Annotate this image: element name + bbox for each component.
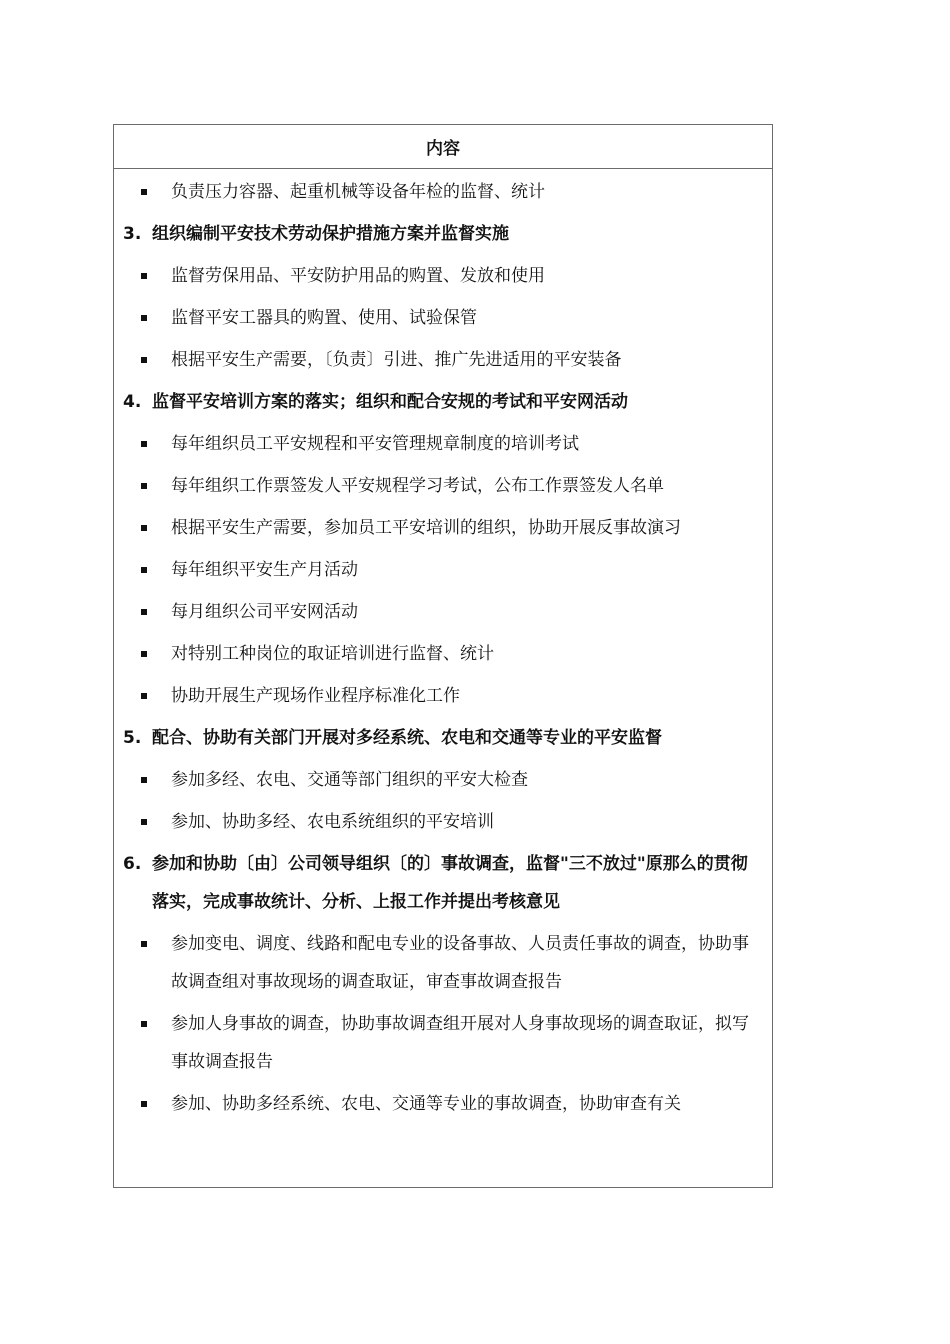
list-item <box>123 551 754 589</box>
bullet-icon <box>123 341 171 379</box>
section-title: 组织编制平安技术劳动保护措施方案并监督实施 <box>152 224 509 244</box>
list-item <box>123 1085 754 1123</box>
list-item <box>123 509 754 547</box>
list-item <box>123 593 754 631</box>
list-item-text: 协助开展生产现场作业程序标准化工作 <box>171 686 460 706</box>
list-item-text: 监督平安工器具的购置、使用、试验保管 <box>171 308 477 328</box>
list-item-text: 根据平安生产需要，参加员工平安培训的组织，协助开展反事故演习 <box>171 518 681 538</box>
list-item <box>123 803 754 841</box>
table-body <box>114 173 772 1123</box>
bullet-icon <box>123 925 171 963</box>
list-item-text: 每年组织平安生产月活动 <box>171 560 358 580</box>
list-item <box>123 761 754 799</box>
section-heading-3 <box>123 215 754 253</box>
list-item-text: 负责压力容器、起重机械等设备年检的监督、统计 <box>171 182 545 202</box>
bullet-icon <box>123 509 171 547</box>
bullet-icon <box>123 173 171 211</box>
section-heading-4 <box>123 383 754 421</box>
bullet-icon <box>123 1085 171 1123</box>
content-table <box>113 124 773 1188</box>
section-number: 4. <box>123 392 142 412</box>
section-number: 6. <box>123 854 142 874</box>
bullet-icon <box>123 1005 171 1043</box>
list-item <box>123 467 754 505</box>
bullet-icon <box>123 803 171 841</box>
bullet-icon <box>123 761 171 799</box>
list-item <box>123 341 754 379</box>
list-item-text: 参加多经、农电、交通等部门组织的平安大检查 <box>171 770 528 790</box>
bullet-icon <box>123 257 171 295</box>
list-item <box>123 635 754 673</box>
list-item-text: 监督劳保用品、平安防护用品的购置、发放和使用 <box>171 266 545 286</box>
list-item-text: 参加、协助多经、农电系统组织的平安培训 <box>171 812 494 832</box>
list-item-text: 参加变电、调度、线路和配电专业的设备事故、人员责任事故的调查，协助事故调查组对事故现场的调查取证，审查事故调查报告 <box>171 934 749 992</box>
bullet-icon <box>123 677 171 715</box>
list-item-text: 每年组织员工平安规程和平安管理规章制度的培训考试 <box>171 434 579 454</box>
list-item-text: 每月组织公司平安网活动 <box>171 602 358 622</box>
section-title: 配合、协助有关部门开展对多经系统、农电和交通等专业的平安监督 <box>152 728 662 748</box>
bullet-icon <box>123 635 171 673</box>
bullet-icon <box>123 593 171 631</box>
list-item-text: 对特别工种岗位的取证培训进行监督、统计 <box>171 644 494 664</box>
bullet-icon <box>123 299 171 337</box>
list-item <box>123 425 754 463</box>
bullet-icon <box>123 467 171 505</box>
section-heading-6 <box>123 845 754 921</box>
bullet-icon <box>123 425 171 463</box>
section-title: 参加和协助〔由〕公司领导组织〔的〕事故调查，监督"三不放过"原那么的贯彻落实，完成事故统计、分析、上报工作并提出考核意见 <box>152 854 748 912</box>
section-number: 3. <box>123 224 142 244</box>
list-item <box>123 925 754 1001</box>
section-number: 5. <box>123 728 142 748</box>
list-item <box>123 1005 754 1081</box>
table-header: 内容 <box>114 125 772 169</box>
list-item <box>123 173 754 211</box>
list-item <box>123 677 754 715</box>
list-item <box>123 299 754 337</box>
section-heading-5 <box>123 719 754 757</box>
bullet-icon <box>123 551 171 589</box>
list-item-text: 根据平安生产需要，〔负责〕引进、推广先进适用的平安装备 <box>171 350 622 370</box>
list-item-text: 参加人身事故的调查，协助事故调查组开展对人身事故现场的调查取证，拟写事故调查报告 <box>171 1014 749 1072</box>
list-item <box>123 257 754 295</box>
section-title: 监督平安培训方案的落实；组织和配合安规的考试和平安网活动 <box>152 392 628 412</box>
list-item-text: 每年组织工作票签发人平安规程学习考试，公布工作票签发人名单 <box>171 476 664 496</box>
list-item-text: 参加、协助多经系统、农电、交通等专业的事故调查，协助审查有关 <box>171 1094 681 1114</box>
